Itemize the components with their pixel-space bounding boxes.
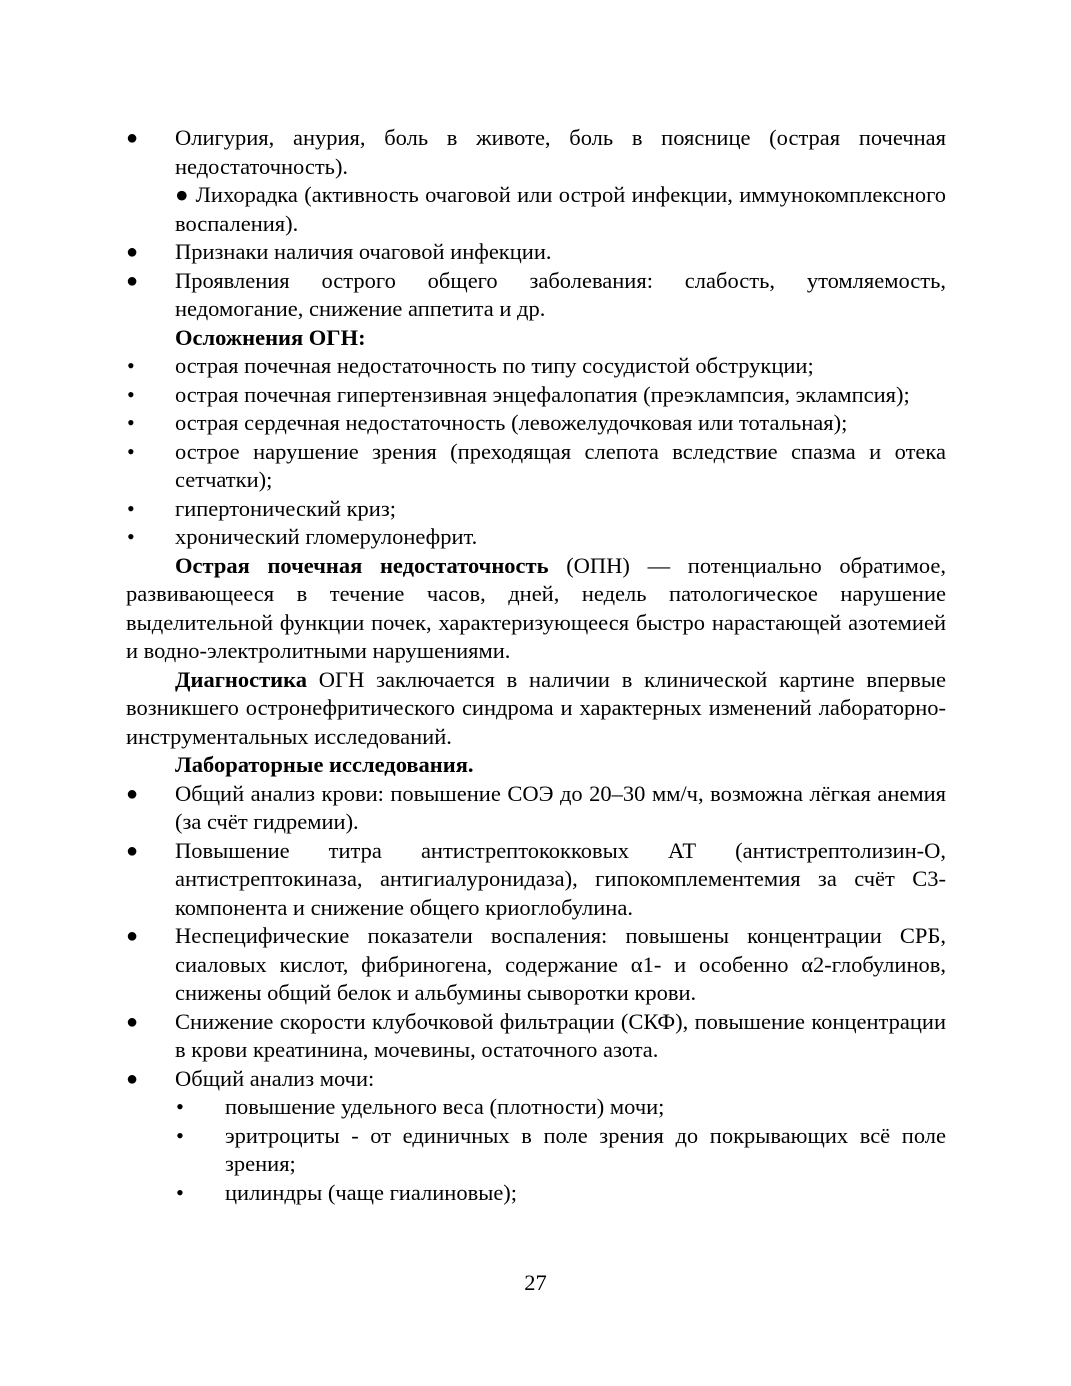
bullet-icon: • [127,353,135,378]
bullet-icon: • [127,410,135,435]
bullet-icon: ● [126,269,139,292]
bullet-icon: • [176,1094,184,1119]
bullet-icon: ● [126,127,139,149]
list-item-text: острая почечная недостаточность по типу сосудистой обструкции; [175,353,814,378]
list-item-text: Общий анализ крови: повышение СОЭ до 20–30 мм/ч, возможна лёгкая анемия (за счёт гидремии). [175,780,946,834]
list-item-text: хронический гломерулонефрит. [175,524,478,549]
diagnostics-paragraph [126,666,946,752]
list-item [126,238,946,267]
page-body [126,124,946,1207]
bullet-icon: ● [126,839,139,862]
complications-heading: Осложнения ОГН: [175,324,366,350]
list-item-text: Общий анализ мочи: [175,1065,375,1091]
list-item-text: Проявления острого общего заболевания: слабость, утомляемость, недомогание, снижение аппетита и др. [175,267,946,321]
sub-list-item [126,1093,946,1122]
list-item [126,409,946,438]
bullet-icon: ● [126,1010,139,1033]
bullet-icon: • [127,495,135,521]
list-item-text: острое нарушение зрения (преходящая слепота вследствие спазма и отека сетчатки); [175,438,946,492]
bullet-icon: • [127,524,135,549]
list-item-text: Олигурия, анурия, боль в животе, боль в пояснице (острая почечная недостаточность). [175,125,946,179]
sub-list-item [126,1122,946,1179]
list-item-text: острая сердечная недостаточность (левожелудочковая или тотальная); [175,410,848,435]
lab-heading: Лабораторные исследования. [175,752,474,777]
bullet-icon: • [127,438,135,464]
list-item [126,837,946,923]
list-item [126,922,946,1008]
bullet-icon: • [176,1179,184,1205]
list-item-text: повышение удельного веса (плотности) мочи; [225,1094,665,1119]
list-item [126,1008,946,1065]
bullet-icon: ● [126,1067,139,1090]
bullet-icon: ● [126,241,139,263]
list-item-text: Неспецифические показатели воспаления: повышены концентрации СРБ, сиаловых кислот, фибриногена, содержание α1- и особенно α2-глобулинов, снижены общий белок и альбумины сыворотки крови. [175,923,946,1005]
list-item [126,267,946,324]
list-item-text: цилиндры (чаще гиалиновые); [225,1179,518,1205]
list-item [126,523,946,552]
list-item [126,181,946,238]
page-number: 27 [524,1270,547,1295]
list-item [126,495,946,524]
opn-paragraph [126,552,946,666]
bullet-icon: • [176,1122,184,1148]
list-item-text: гипертонический криз; [175,495,396,521]
opn-text: (ОПН) — потенциально обратимое, развивающееся в течение часов, дней, недель патологическое нарушение выделительной функции почек, характеризующееся быстро нарастающей азотемией и водно-электролитными нарушениями. [126,552,947,663]
diagnostics-text: ОГН заключается в наличии в клинической картине впервые возникшего остронефритического синдрома и характерных изменений лабораторно-инструментальных исследований. [126,666,946,749]
list-item [126,438,946,495]
list-item [126,381,946,410]
list-item-text: Признаки наличия очаговой инфекции. [175,239,552,264]
bullet-icon: ● [126,782,139,805]
list-item [126,1065,946,1094]
list-item-text: острая почечная гипертензивная энцефалопатия (преэклампсия, эклампсия); [175,381,910,407]
bullet-icon: • [127,381,135,407]
diagnostics-term: Диагностика [175,666,308,692]
list-item-text: эритроциты - от единичных в поле зрения до покрывающих всё поле зрения; [225,1122,946,1176]
list-item [126,352,946,381]
list-item [126,124,946,181]
sub-list-item [126,1179,946,1208]
bullet-icon: ● [126,925,139,947]
list-item-text: Повышение титра антистрептококковых АТ (антистрептолизин-О, антистрептокиназа, антигиалуронидаза), гипокомплементемия за счёт С3-компонента и снижение общего криоглобулина. [175,837,946,920]
list-item [126,780,946,837]
list-item-text: Снижение скорости клубочковой фильтрации (СКФ), повышение концентрации в крови креатинина, мочевины, остаточного азота. [175,1008,946,1062]
opn-term: Острая почечная недостаточность [175,552,549,578]
list-item-text: ● Лихорадка (активность очаговой или острой инфекции, иммунокомплексного воспаления). [175,182,946,236]
